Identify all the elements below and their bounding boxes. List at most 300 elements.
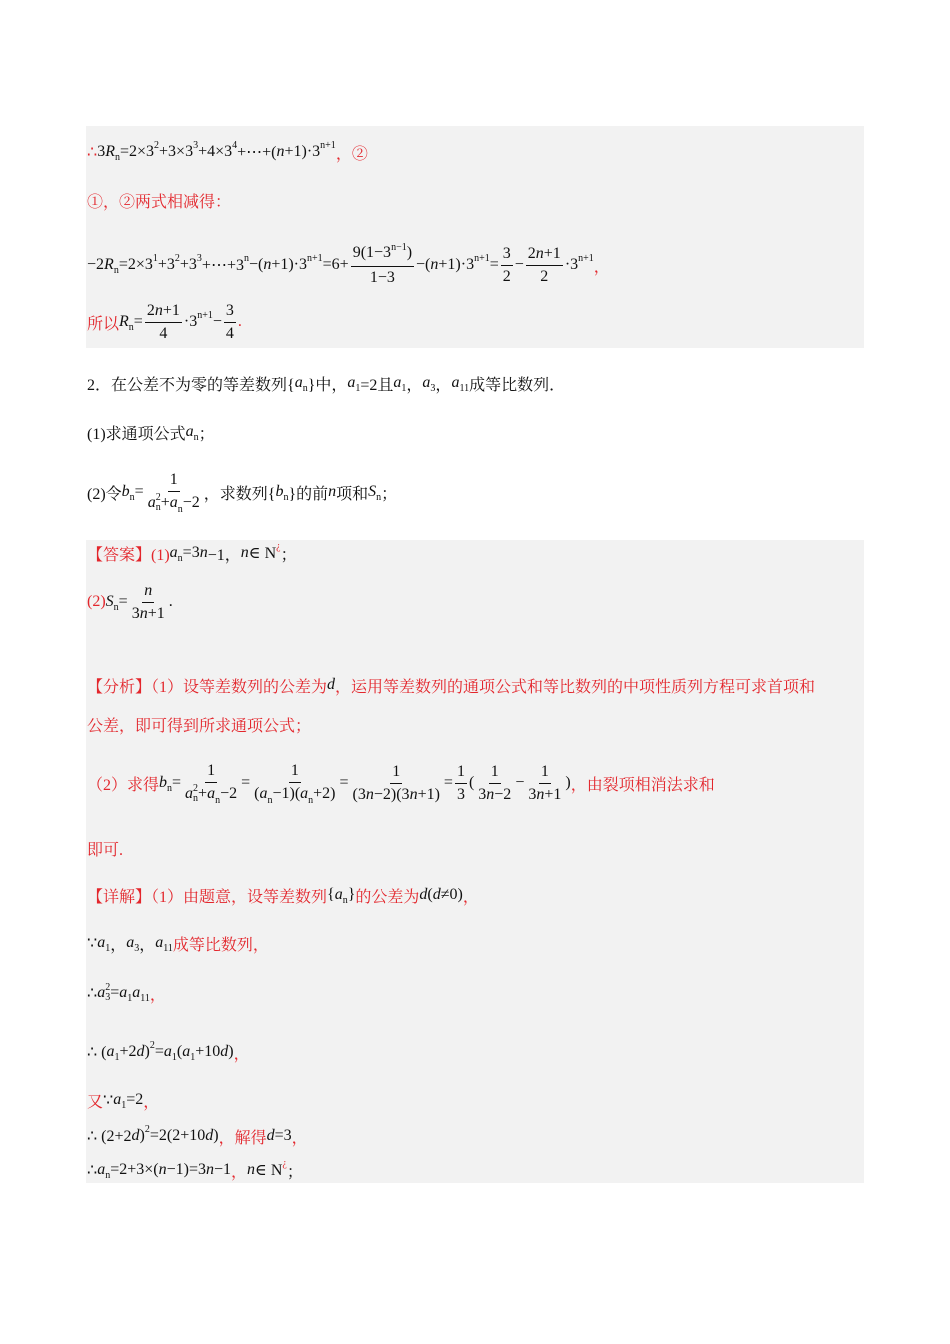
math-variable: n — [430, 256, 439, 273]
math-variable: d — [266, 1127, 275, 1144]
text-segment: ， — [406, 376, 423, 394]
text-segment: 【答案】(1) — [87, 546, 170, 564]
text-segment: (3 — [352, 785, 366, 803]
text-segment: = — [110, 984, 120, 1001]
superscript: 4 — [232, 139, 238, 151]
math-variable: a — [207, 784, 216, 802]
math-variable: a — [422, 374, 431, 391]
text-line — [87, 302, 242, 342]
fraction-numerator — [224, 300, 236, 323]
text-segment: 2 — [502, 267, 511, 285]
text-segment: (2)令 — [87, 485, 122, 503]
text-segment: ， — [110, 936, 127, 954]
text-segment: }中， — [307, 376, 348, 394]
text-segment: −1)( — [272, 784, 301, 802]
subscript: n — [342, 894, 348, 906]
superscript: 3 — [193, 139, 199, 151]
math-variable: n — [535, 244, 544, 262]
fraction — [252, 760, 337, 807]
text-segment: }的前 — [288, 485, 329, 503]
text-segment: (1)求通项公式 — [87, 425, 186, 443]
superscript: 2 — [154, 139, 160, 151]
text-segment: ( — [468, 774, 475, 791]
text-segment: −2 — [182, 493, 200, 511]
text-segment: = — [443, 774, 453, 791]
text-segment: −2 — [494, 785, 512, 803]
fraction-denominator — [455, 784, 467, 806]
fraction-denominator — [183, 783, 239, 807]
superscript: ¿ — [282, 1157, 287, 1169]
text-line — [87, 875, 479, 915]
text-segment: 项和 — [336, 485, 369, 503]
superscript: n−1 — [391, 241, 407, 253]
text-segment: ，运用等差数列的通项公式和等比数列的中项性质列方程可求首项和 — [335, 678, 816, 696]
subscript: n — [193, 792, 199, 804]
math-variable: S — [368, 483, 377, 500]
text-segment: ≠0) — [440, 886, 463, 903]
text-segment: 成等比数列． — [469, 376, 566, 394]
text-segment: 3 — [528, 785, 537, 803]
math-variable: a — [97, 984, 106, 1001]
text-segment: ， — [233, 1045, 250, 1063]
math-variable: a — [132, 984, 141, 1001]
superscript: n+1 — [307, 252, 323, 264]
math-variable: n — [486, 785, 495, 803]
math-variable: b — [275, 483, 284, 500]
math-variable: n — [409, 785, 418, 803]
text-segment: 2 — [540, 267, 549, 285]
text-segment: ∴ ( — [87, 1044, 107, 1061]
math-variable: n — [328, 483, 337, 500]
superscript: 2 — [155, 491, 161, 503]
subscript: n — [167, 782, 173, 794]
text-segment: =3 — [274, 1127, 292, 1144]
text-segment: ·3 — [564, 256, 579, 273]
text-line — [87, 180, 231, 220]
text-segment: ， — [593, 258, 610, 276]
math-variable: d — [327, 676, 336, 693]
text-segment: =2 — [126, 1091, 144, 1108]
text-segment: = — [134, 483, 144, 500]
text-segment: 1 — [169, 470, 178, 488]
text-segment: ， — [139, 936, 156, 954]
text-segment: ∵ — [87, 935, 98, 952]
math-variable: a — [259, 784, 268, 802]
text-segment: 1 — [392, 762, 401, 780]
fraction-denominator — [501, 266, 513, 288]
fraction-denominator — [526, 784, 563, 806]
text-segment: =2+3×( — [110, 1161, 159, 1178]
subscript: n — [129, 491, 135, 503]
fraction — [526, 243, 563, 288]
fraction-denominator — [130, 603, 167, 625]
text-segment: +4×3 — [198, 143, 233, 160]
answer-block-shade — [86, 540, 864, 1183]
subscript: n — [177, 503, 183, 515]
math-variable: a — [169, 544, 178, 561]
text-segment: 2 — [527, 244, 536, 262]
superscript: 1 — [152, 252, 158, 264]
text-segment: . — [168, 593, 173, 610]
text-segment: = — [489, 256, 499, 273]
text-segment: ； — [286, 1163, 303, 1181]
text-segment: −2)(3 — [373, 785, 410, 803]
fraction — [351, 242, 414, 289]
subscript: n — [128, 321, 134, 333]
text-segment: ，解得 — [218, 1129, 267, 1147]
text-segment: ， — [143, 1093, 160, 1111]
fraction — [526, 761, 563, 806]
fraction-denominator — [476, 784, 513, 806]
superscript: n+1 — [197, 309, 213, 321]
text-segment: 1 — [456, 762, 465, 780]
text-segment: 1 — [290, 761, 299, 779]
math-variable: d — [131, 1127, 140, 1144]
subscript: n — [177, 552, 183, 564]
text-segment: . — [237, 313, 242, 330]
text-segment: ∈ N — [255, 1162, 283, 1179]
text-segment: ) — [139, 1127, 145, 1144]
text-segment: ， — [291, 1129, 308, 1147]
text-segment: =6+ — [322, 256, 349, 273]
subscript: n — [114, 151, 120, 163]
fraction-numerator — [145, 300, 182, 323]
text-segment: +3 — [179, 256, 197, 273]
text-segment: ； — [198, 425, 215, 443]
text-segment: 【分析】（1）设等差数列的公差为 — [87, 678, 328, 696]
text-segment: +⋯+3 — [201, 257, 244, 274]
text-segment: = — [172, 774, 182, 791]
text-segment: 1 — [540, 762, 549, 780]
text-segment: ( — [254, 784, 260, 802]
text-segment: 1−3 — [369, 268, 395, 286]
fraction-numerator — [489, 761, 501, 784]
text-segment: 4 — [159, 324, 168, 342]
math-variable: a — [119, 984, 128, 1001]
text-segment: + — [198, 784, 208, 802]
math-variable: b — [121, 483, 130, 500]
text-line — [87, 533, 297, 573]
text-segment: ， — [462, 888, 479, 906]
text-segment: +1 — [544, 785, 562, 803]
text-line — [87, 412, 215, 452]
text-segment: −1)=3 — [166, 1161, 206, 1178]
subscript: 3 — [430, 382, 436, 394]
superscript: n+1 — [578, 252, 594, 264]
math-variable: a — [185, 423, 194, 440]
fraction-numerator — [539, 761, 551, 784]
text-segment: = — [118, 593, 128, 610]
text-segment: ∴ — [87, 1162, 98, 1179]
subscript: 1 — [401, 382, 407, 394]
text-segment: { — [327, 886, 335, 903]
text-segment: −( — [416, 256, 431, 273]
text-segment: −1， — [207, 546, 241, 564]
math-variable: a — [451, 374, 460, 391]
text-segment: −1 — [213, 1161, 231, 1178]
text-segment: ∈ N — [248, 545, 277, 562]
subscript: n — [113, 601, 119, 613]
text-segment: =2×3 — [119, 143, 155, 160]
math-variable: d — [419, 886, 428, 903]
text-segment: +1 — [543, 244, 561, 262]
text-segment: +2 — [119, 1043, 137, 1060]
text-segment: 1 — [207, 761, 216, 779]
fraction — [130, 580, 167, 625]
subscript: n — [376, 491, 382, 503]
fraction — [183, 760, 239, 807]
fraction-denominator — [538, 266, 550, 288]
subscript: n — [105, 1169, 111, 1181]
text-segment: 1 — [490, 762, 499, 780]
text-segment: =2(2+10 — [149, 1127, 206, 1144]
text-segment: ) — [228, 1043, 234, 1060]
text-segment: 9(1−3 — [352, 243, 392, 261]
text-segment: 3 — [456, 785, 465, 803]
math-variable: d — [136, 1043, 145, 1060]
text-segment: ) — [406, 243, 413, 261]
fraction-numerator — [142, 580, 154, 603]
text-line — [87, 923, 269, 963]
text-segment: 3 — [225, 301, 234, 319]
math-variable: R — [119, 313, 129, 330]
superscript: n+1 — [320, 139, 336, 151]
superscript: 3 — [196, 252, 202, 264]
fraction — [476, 761, 513, 806]
text-segment: 成等比数列， — [172, 936, 269, 954]
text-segment: 2 — [146, 301, 155, 319]
text-segment: 3 — [97, 143, 106, 160]
text-segment: =2且 — [360, 376, 394, 394]
fraction-numerator — [289, 760, 301, 783]
text-segment: − — [514, 256, 524, 273]
subscript: n — [155, 501, 161, 513]
subscript: 11 — [459, 382, 470, 394]
math-variable: n — [199, 544, 208, 561]
math-variable: n — [154, 301, 163, 319]
text-segment: ∵ — [103, 1092, 114, 1109]
text-segment: +1 — [162, 301, 180, 319]
text-line — [87, 704, 311, 744]
text-segment: 的公差为 — [355, 888, 420, 906]
superscript: 2 — [144, 1123, 150, 1135]
math-variable: a — [155, 934, 164, 951]
math-variable: a — [147, 493, 156, 511]
text-segment: 4 — [225, 324, 234, 342]
math-variable: a — [294, 374, 303, 391]
math-variable: d — [220, 1043, 229, 1060]
text-line — [87, 1150, 303, 1190]
superscript: 2 — [149, 1039, 155, 1051]
text-segment: +⋯+( — [237, 144, 277, 161]
fraction-numerator — [351, 242, 414, 267]
math-variable: a — [97, 934, 106, 951]
text-segment: ·3 — [183, 313, 198, 330]
math-variable: n — [144, 581, 153, 599]
text-segment: 又 — [87, 1093, 104, 1111]
subscript: n — [267, 794, 273, 806]
subscript: 1 — [127, 992, 133, 1004]
math-variable: a — [182, 1043, 191, 1060]
text-segment: +1) — [417, 785, 440, 803]
text-segment: ，② — [335, 145, 368, 163]
text-segment: ， — [149, 986, 166, 1004]
text-segment: = — [339, 774, 349, 791]
fraction-denominator — [252, 783, 337, 807]
math-variable: a — [185, 784, 194, 802]
text-segment: − — [515, 774, 525, 791]
fraction-numerator — [205, 760, 217, 783]
math-variable: n — [158, 1161, 167, 1178]
subscript: 1 — [114, 1051, 120, 1063]
subscript: 1 — [121, 1099, 127, 1111]
math-variable: a — [334, 886, 343, 903]
text-segment: （2）求得 — [87, 776, 160, 794]
subscript: n — [302, 382, 308, 394]
subscript: 1 — [355, 382, 361, 394]
math-variable: d — [432, 886, 441, 903]
text-segment: − — [212, 313, 222, 330]
fraction-denominator — [224, 323, 236, 345]
text-segment: } — [347, 886, 356, 903]
text-line — [87, 241, 610, 286]
math-variable: a — [393, 374, 402, 391]
text-segment: ( — [176, 1043, 183, 1060]
math-variable: n — [536, 785, 545, 803]
math-variable: n — [247, 1161, 256, 1178]
text-segment: ( — [427, 886, 433, 903]
fraction-denominator — [157, 323, 169, 345]
text-segment: −2 — [220, 784, 238, 802]
fraction-numerator — [390, 761, 402, 784]
superscript: 2 — [105, 982, 111, 993]
math-variable: n — [205, 1161, 214, 1178]
math-variable: n — [263, 256, 272, 273]
subscript: 11 — [163, 942, 173, 954]
fraction — [351, 761, 442, 806]
text-segment: (2) — [87, 593, 106, 610]
text-segment: +1)·3 — [284, 143, 321, 160]
text-line — [87, 828, 123, 868]
superscript: n — [243, 252, 249, 264]
text-segment: ∴ (2+2 — [87, 1128, 132, 1145]
fraction-numerator — [455, 761, 467, 784]
superscript: 2 — [193, 782, 199, 794]
subscript: 3 — [105, 992, 111, 1003]
subscript: 11 — [140, 992, 150, 1004]
text-segment: ∴ — [87, 985, 98, 1002]
text-segment: 【详解】（1）由题意，设等差数列 — [87, 888, 328, 906]
superscript: 2 — [174, 252, 180, 264]
text-segment: ， — [435, 376, 452, 394]
math-variable: S — [105, 593, 114, 610]
fraction-numerator — [168, 469, 180, 492]
math-variable: a — [126, 934, 135, 951]
text-line — [87, 1032, 250, 1072]
text-line — [87, 470, 398, 515]
text-line — [87, 973, 166, 1013]
text-segment: =2×3 — [118, 256, 153, 273]
text-segment: +3×3 — [159, 143, 194, 160]
subscript: n — [193, 431, 199, 443]
text-segment: +1 — [147, 604, 165, 622]
text-segment: 公差，即可得到所求通项公式； — [87, 717, 312, 735]
text-segment: ，由裂项相消法求和 — [570, 776, 715, 794]
text-segment: −2 — [87, 256, 105, 273]
text-segment: =3 — [182, 544, 200, 561]
text-segment: ， — [231, 1163, 248, 1181]
text-segment: 2．在公差不为零的等差数列{ — [87, 376, 295, 394]
subscript: n — [308, 794, 314, 806]
text-line — [87, 761, 715, 806]
text-segment: 3 — [478, 785, 487, 803]
subscript: 3 — [134, 942, 140, 954]
math-variable: a — [97, 1161, 106, 1178]
math-variable: a — [163, 1043, 172, 1060]
fraction-denominator — [351, 784, 442, 806]
math-variable: b — [159, 774, 168, 791]
text-line — [87, 665, 815, 705]
fraction-numerator — [501, 243, 513, 266]
text-segment: = — [154, 1043, 164, 1060]
text-segment: +3 — [157, 256, 175, 273]
text-segment: 3 — [131, 604, 140, 622]
text-segment: −( — [248, 256, 264, 273]
math-variable: a — [169, 493, 178, 511]
fraction-denominator — [368, 267, 397, 289]
math-variable: n — [240, 544, 249, 561]
subscript: 1 — [171, 1051, 177, 1063]
text-segment: ①，②两式相减得： — [87, 193, 232, 211]
text-segment: +1)·3 — [438, 256, 475, 273]
fraction — [224, 300, 236, 345]
text-segment: ∴ — [87, 144, 98, 161]
subscript: n — [113, 264, 119, 276]
subscript: 1 — [105, 942, 111, 954]
subscript: 1 — [190, 1051, 196, 1063]
text-line — [87, 363, 565, 403]
text-segment: +10 — [195, 1043, 221, 1060]
text-line — [87, 582, 173, 622]
text-segment: + — [160, 493, 170, 511]
text-line — [87, 1080, 159, 1120]
math-variable: n — [365, 785, 374, 803]
text-segment: = — [241, 774, 251, 791]
math-variable: a — [113, 1091, 122, 1108]
fraction-numerator — [526, 243, 563, 266]
text-segment: 即可. — [87, 841, 124, 859]
math-variable: R — [104, 256, 114, 273]
fraction — [501, 243, 513, 288]
fraction-denominator — [146, 492, 202, 516]
superscript: n+1 — [474, 252, 490, 264]
fraction — [146, 469, 202, 516]
subscript: n — [283, 491, 289, 503]
text-segment: +1)·3 — [271, 256, 308, 273]
text-segment: ； — [280, 546, 297, 564]
fraction — [145, 300, 182, 345]
fraction — [455, 761, 467, 806]
math-variable: n — [276, 143, 285, 160]
math-variable: a — [106, 1043, 115, 1060]
math-variable: a — [300, 784, 309, 802]
text-segment: ) — [565, 774, 571, 791]
text-segment: ) — [144, 1043, 150, 1060]
math-variable: n — [139, 604, 148, 622]
text-line — [87, 132, 368, 172]
math-variable: d — [205, 1127, 214, 1144]
subscript: n — [215, 794, 221, 806]
